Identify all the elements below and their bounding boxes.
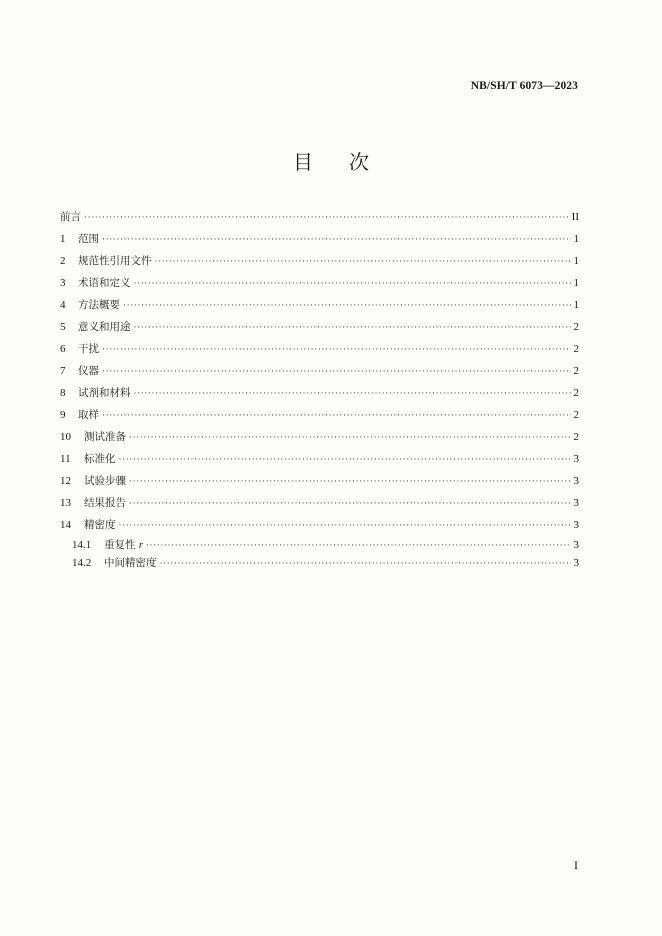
toc-leader-dots xyxy=(134,316,572,338)
toc-entry-10[interactable] xyxy=(60,426,579,448)
toc-entry-label: 标准化 xyxy=(84,453,116,465)
toc-entry-7[interactable] xyxy=(60,360,579,382)
toc-page-number: 2 xyxy=(573,321,579,333)
toc-page-number: 2 xyxy=(573,387,579,399)
toc-leader-dots xyxy=(102,360,571,382)
toc-entry-label: 试验步骤 xyxy=(84,475,126,487)
toc-page-number: 2 xyxy=(573,343,579,355)
toc-leader-dots xyxy=(119,514,572,536)
toc-page-number: 2 xyxy=(573,365,579,377)
toc-entry-label: 干扰 xyxy=(78,343,99,355)
toc-entry-number: 7 xyxy=(60,365,66,377)
toc-page-number: II xyxy=(571,211,579,223)
toc-leader-dots xyxy=(123,294,571,316)
toc-entry-number: 6 xyxy=(60,343,66,355)
toc-leader-dots xyxy=(129,470,571,492)
toc-leader-dots xyxy=(129,492,571,514)
toc-entry-number: 10 xyxy=(60,431,71,443)
toc-leader-dots xyxy=(102,228,571,250)
toc-entry-label: 结果报告 xyxy=(84,497,126,509)
toc-entry-5[interactable] xyxy=(60,316,579,338)
toc-entry-label: 范围 xyxy=(78,233,99,245)
toc-entry-label: 试剂和材料 xyxy=(78,387,131,399)
table-of-contents xyxy=(60,206,579,572)
toc-entry-number: 14.2 xyxy=(72,557,92,569)
toc-leader-dots xyxy=(160,554,572,572)
toc-leader-dots xyxy=(102,404,571,426)
toc-leader-dots xyxy=(134,272,572,294)
toc-entry-number: 14.1 xyxy=(72,539,92,551)
toc-page-number: 3 xyxy=(573,539,579,551)
toc-entry-label-symbol: r xyxy=(138,540,143,551)
toc-leader-dots xyxy=(84,206,570,228)
toc-entry-14-2[interactable] xyxy=(60,554,579,572)
toc-entry-label: 方法概要 xyxy=(78,299,120,311)
page-number: I xyxy=(574,858,578,872)
toc-entry-label: 意义和用途 xyxy=(78,321,131,333)
toc-page-number: 1 xyxy=(573,277,579,289)
toc-entry-number: 9 xyxy=(60,409,66,421)
toc-entry-13[interactable] xyxy=(60,492,579,514)
toc-entry-number: 5 xyxy=(60,321,66,333)
toc-entry-number: 13 xyxy=(60,497,71,509)
toc-entry-label: 规范性引用文件 xyxy=(78,255,152,267)
toc-entry-number: 14 xyxy=(60,519,71,531)
toc-entry-4[interactable] xyxy=(60,294,579,316)
toc-page-number: 3 xyxy=(573,475,579,487)
toc-entry-2[interactable] xyxy=(60,250,579,272)
toc-entry-number: 8 xyxy=(60,387,66,399)
standard-code: NB/SH/T 6073—2023 xyxy=(470,80,578,92)
toc-entry-1[interactable] xyxy=(60,228,579,250)
toc-page-number: 2 xyxy=(573,409,579,421)
toc-leader-dots xyxy=(134,382,572,404)
toc-page-number: 3 xyxy=(573,519,579,531)
toc-entry-number: 3 xyxy=(60,277,66,289)
toc-entry-label: 术语和定义 xyxy=(78,277,131,289)
toc-entry-number: 2 xyxy=(60,255,66,267)
toc-page-number: 1 xyxy=(573,233,579,245)
toc-leader-dots xyxy=(146,536,571,554)
toc-entry-label xyxy=(104,536,143,555)
toc-entry-9[interactable] xyxy=(60,404,579,426)
toc-entry-number: 4 xyxy=(60,299,66,311)
toc-entry-11[interactable] xyxy=(60,448,579,470)
page-title: 目次 xyxy=(293,150,405,174)
toc-entry-label: 仪器 xyxy=(78,365,99,377)
toc-entry-label: 精密度 xyxy=(84,519,116,531)
toc-entry-label: 取样 xyxy=(78,409,99,421)
toc-page-number: 3 xyxy=(573,453,579,465)
toc-leader-dots xyxy=(155,250,572,272)
toc-page-number: 1 xyxy=(573,255,579,267)
toc-entry-label: 中间精密度 xyxy=(104,557,157,569)
toc-entry-number: 12 xyxy=(60,475,71,487)
toc-entry-label: 测试准备 xyxy=(84,431,126,443)
toc-entry-foreword[interactable] xyxy=(60,206,579,228)
toc-entry-14[interactable] xyxy=(60,514,579,536)
toc-entry-number: 11 xyxy=(60,453,71,465)
toc-entry-number: 1 xyxy=(60,233,66,245)
toc-entry-label-text: 重复性 xyxy=(104,539,136,551)
toc-entry-6[interactable] xyxy=(60,338,579,360)
toc-leader-dots xyxy=(102,338,571,360)
toc-page-number: 1 xyxy=(573,299,579,311)
toc-leader-dots xyxy=(119,448,572,470)
toc-entry-12[interactable] xyxy=(60,470,579,492)
toc-entry-3[interactable] xyxy=(60,272,579,294)
toc-entry-8[interactable] xyxy=(60,382,579,404)
toc-entry-label: 前言 xyxy=(60,211,81,223)
toc-page-number: 2 xyxy=(573,431,579,443)
toc-leader-dots xyxy=(129,426,571,448)
toc-page-number: 3 xyxy=(573,557,579,569)
toc-page-number: 3 xyxy=(573,497,579,509)
toc-entry-14-1[interactable] xyxy=(60,536,579,554)
